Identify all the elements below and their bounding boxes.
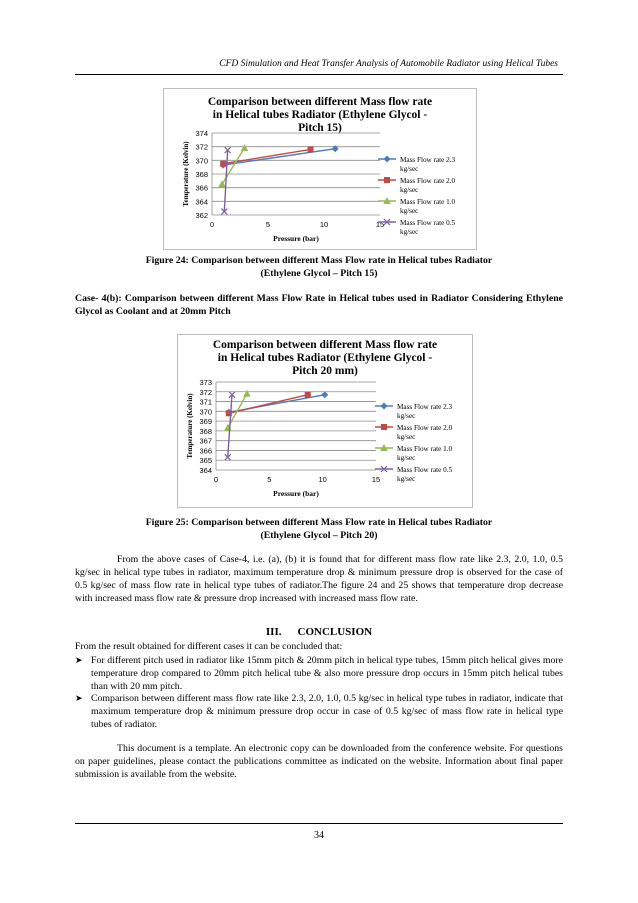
x-tick-label: 0 (209, 220, 215, 229)
results-paragraph: From the above cases of Case-4, i.e. (a), (b) it is found that for different mass flow rate like 2.3, 2.0, 1.0, 0.5 kg/sec in helical type tubes in radiator, maximum temperature drop & minimum pressure drop is observed for the case of 0.5 kg/sec of mass flow rate in helical type tubes of radiator.The figure 24 and 25 shows that temperature drop decrease with increased mass flow rate & pressure drop increased with increased mass flow rate. (75, 554, 563, 604)
case-4b-heading: Case- 4(b): Comparison between different Mass Flow Rate in Helical tubes used in Radiator Considering Ethylene Glycol as Coolant and at 20mm Pitch (75, 293, 563, 317)
chart-svg (178, 335, 472, 507)
x-tick-label: 15 (371, 475, 381, 484)
y-tick-label: 368 (195, 170, 208, 179)
running-header: CFD Simulation and Heat Transfer Analysis of Automobile Radiator using Helical Tubes (219, 59, 558, 69)
bullet-1-text: For different pitch used in radiator like 15mm pitch & 20mm pitch in helical type tubes, 15mm pitch helical gives more temperature drop compared to 20mm pitch helical tube & also more pressure drop occurs in 15mm pitch helical tubes than with 20 mm pitch. (91, 655, 563, 692)
figure-24-caption (75, 254, 563, 280)
arrow-bullet-icon: ➤ (75, 693, 83, 703)
chart-title-line: Comparison between different Mass flow rate (207, 96, 433, 108)
figure-24-chart (163, 88, 477, 250)
y-tick-label: 362 (195, 211, 208, 220)
y-tick-label: 374 (195, 129, 208, 138)
arrow-bullet-icon: ➤ (75, 655, 83, 665)
bullet-2-text: Comparison between different mass flow rate like 2.3, 2.0, 1.0, 0.5 kg/sec in helical type tubes in radiator, indicate that maximum temperature drop & minimum pressure drop occur in case of 0.5 kg/sec of mass flow rate in helical type tubes of radiator. (91, 693, 563, 730)
legend-entry: Mass Flow rate 1.0 kg/sec (400, 198, 456, 215)
legend-marker (381, 403, 388, 410)
bullet-2 (75, 692, 563, 731)
x-tick-label: 15 (375, 220, 385, 229)
legend-entry: Mass Flow rate 1.0 kg/sec (397, 445, 453, 462)
legend-entry: Mass Flow rate 2.0 kg/sec (397, 424, 453, 441)
legend-entry: Mass Flow rate 2.3 kg/sec (397, 403, 453, 420)
legend-marker (384, 177, 390, 183)
y-axis-label: Temperature (Kelvin) (186, 393, 194, 459)
y-tick-label: 370 (195, 156, 208, 166)
template-note: This document is a template. An electronic copy can be downloaded from the conference website. For questions on paper guidelines, please contact the publications committee as indicated on the website. Information about final paper submission is available from the website. (75, 743, 563, 780)
chart-title-line: Pitch 15) (298, 122, 342, 134)
legend-entry: Mass Flow rate 2.0 kg/sec (400, 177, 456, 194)
data-point (305, 392, 311, 398)
figure-24-caption-line2: (Ethylene Glycol – Pitch 15) (260, 268, 378, 279)
legend-entry: Mass Flow rate 0.5 kg/sec (400, 219, 456, 236)
y-axis-label: Temperature (Kelvin) (182, 141, 190, 207)
series-line (223, 149, 335, 165)
y-tick-label: 368 (199, 426, 212, 436)
y-tick-label: 372 (195, 142, 208, 152)
section-heading (75, 626, 563, 638)
section-number: III. (265, 626, 282, 638)
legend-marker (384, 156, 391, 163)
figure-25-caption-line2: (Ethylene Glycol – Pitch 20) (260, 530, 378, 541)
y-tick-label: 364 (195, 197, 208, 207)
y-tick-label: 370 (199, 407, 212, 417)
figure-25-caption (75, 516, 563, 542)
x-tick-label: 10 (319, 220, 329, 229)
x-tick-label: 5 (265, 220, 271, 229)
y-tick-label: 365 (199, 456, 212, 466)
data-point (321, 391, 328, 398)
y-tick-label: 366 (195, 183, 208, 193)
chart-title-line: Comparison between different Mass flow rate (212, 339, 438, 351)
x-tick-label: 10 (318, 475, 327, 484)
chart-title-line: Pitch 20 mm) (292, 365, 358, 377)
data-point (241, 144, 249, 151)
legend-entry: Mass Flow rate 0.5 kg/sec (397, 466, 453, 483)
section-title: CONCLUSION (297, 626, 373, 638)
y-tick-label: 373 (199, 378, 212, 387)
figure-25-chart (177, 334, 473, 508)
y-tick-label: 372 (199, 387, 212, 397)
legend-marker (381, 424, 387, 430)
legend-entry: Mass Flow rate 2.3 kg/sec (400, 156, 456, 173)
header-rule (75, 74, 563, 75)
conclusion-intro: From the result obtained for different cases it can be concluded that: (75, 641, 343, 652)
data-point (243, 390, 251, 397)
x-tick-label: 5 (267, 475, 272, 484)
figure-25-caption-line1: Figure 25: Comparison between different Mass Flow rate in Helical tubes Radiator (145, 517, 493, 528)
chart-title-line: in Helical tubes Radiator (Ethylene Glycol - (217, 352, 433, 364)
chart-svg (164, 89, 476, 249)
x-tick-label: 0 (213, 475, 219, 484)
chart-title-line: in Helical tubes Radiator (Ethylene Glycol - (212, 109, 428, 121)
y-tick-label: 369 (199, 417, 212, 427)
y-tick-label: 366 (199, 446, 212, 456)
x-axis-label: Pressure (bar) (273, 234, 319, 243)
bullet-1 (75, 654, 563, 693)
y-tick-label: 367 (199, 436, 212, 446)
figure-24-caption-line1: Figure 24: Comparison between different Mass Flow rate in Helical tubes Radiator (145, 255, 493, 266)
page-number: 34 (314, 830, 324, 841)
data-point (218, 180, 226, 187)
x-axis-label: Pressure (bar) (273, 489, 319, 498)
data-point (220, 161, 226, 167)
footer-rule (75, 823, 563, 824)
y-tick-label: 364 (199, 466, 212, 475)
data-point (308, 146, 314, 152)
y-tick-label: 371 (199, 397, 212, 407)
